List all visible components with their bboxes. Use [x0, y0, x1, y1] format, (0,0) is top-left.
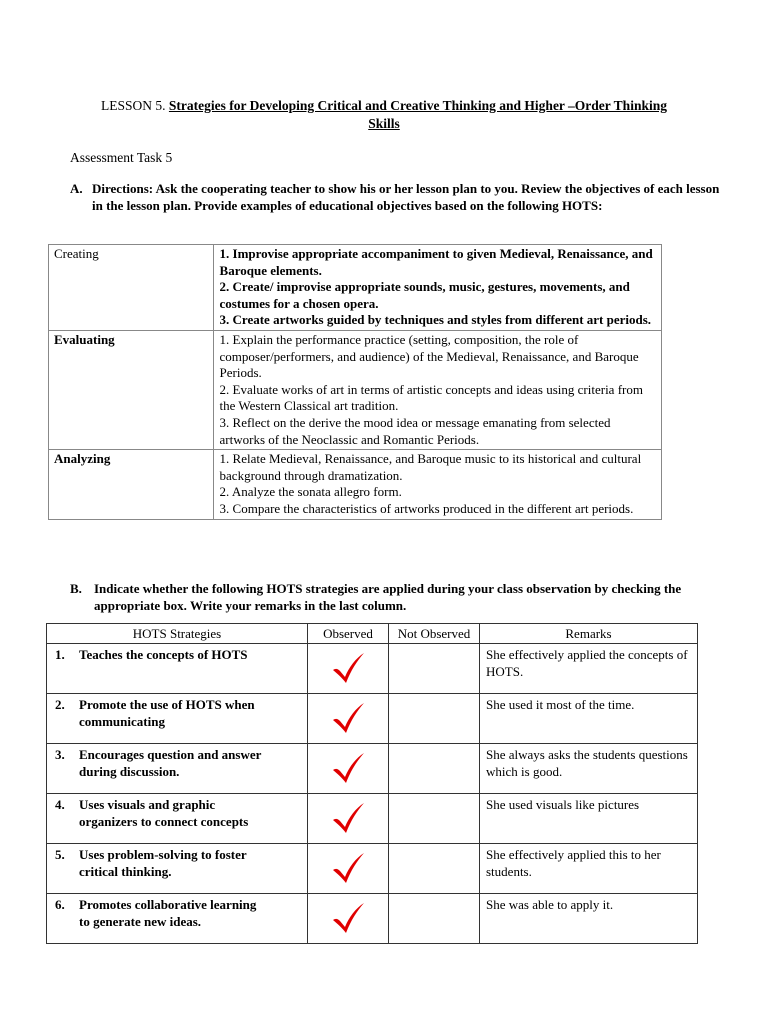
hots-objectives — [213, 330, 661, 449]
strategy-number: 4. — [55, 797, 65, 812]
not-observed-cell[interactable] — [389, 844, 480, 894]
strategy-cell — [47, 644, 308, 694]
strategy-text-continued: organizers to connect concepts — [79, 814, 249, 829]
checkmark-icon — [330, 751, 366, 785]
strategy-row — [47, 744, 698, 794]
hots-objectives — [213, 245, 661, 331]
lesson-title-line2: Skills — [368, 116, 400, 131]
hots-level: Creating — [49, 245, 214, 331]
strategy-text-continued: to generate new ideas. — [79, 914, 202, 929]
observed-cell[interactable] — [308, 894, 389, 944]
not-observed-cell[interactable] — [389, 894, 480, 944]
strategy-text: Teaches the concepts of HOTS — [79, 647, 248, 662]
strategy-cell — [47, 794, 308, 844]
objective-item: 3. Reflect on the derive the mood idea or message emanating from selected artworks of the Neoclassic and Romantic Periods. — [219, 414, 611, 447]
not-observed-cell[interactable] — [389, 694, 480, 744]
strategy-cell — [47, 894, 308, 944]
strategy-text: Uses problem-solving to foster — [79, 847, 247, 862]
checkmark-icon — [330, 701, 366, 735]
objective-item: 1. Explain the performance practice (setting, composition, the role of composer/performers, and audience) of the Medieval, Renaissance, and Baroque Periods. — [219, 331, 639, 381]
strategy-number: 1. — [55, 647, 65, 662]
hots-row — [49, 330, 662, 449]
hots-strategies-table — [46, 623, 698, 944]
header-not-observed: Not Observed — [389, 624, 480, 644]
hots-level: Analyzing — [49, 450, 214, 519]
observed-cell[interactable] — [308, 794, 389, 844]
not-observed-cell[interactable] — [389, 644, 480, 694]
observed-cell[interactable] — [308, 744, 389, 794]
hots-level: Evaluating — [49, 330, 214, 449]
strategy-text-continued: critical thinking. — [79, 864, 172, 879]
strategy-number: 3. — [55, 747, 65, 762]
hots-row — [49, 450, 662, 519]
remarks-cell: She used visuals like pictures — [480, 794, 698, 844]
strategy-row — [47, 644, 698, 694]
hots-row — [49, 245, 662, 331]
objective-item: 3. Compare the characteristics of artworks produced in the different art periods. — [219, 500, 634, 516]
strategy-row — [47, 894, 698, 944]
header-remarks: Remarks — [480, 624, 698, 644]
strategy-text: Promote the use of HOTS when — [79, 697, 255, 712]
strategy-text: Promotes collaborative learning — [79, 897, 257, 912]
remarks-cell: She effectively applied the concepts of HOTS. — [480, 644, 698, 694]
observed-cell[interactable] — [308, 694, 389, 744]
checkmark-icon — [330, 851, 366, 885]
remarks-cell: She always asks the students questions which is good. — [480, 744, 698, 794]
section-b-label: B. — [70, 581, 82, 596]
lesson-prefix: LESSON 5. — [101, 98, 169, 113]
objective-item: 1. Relate Medieval, Renaissance, and Baroque music to its historical and cultural background through dramatization. — [219, 451, 642, 483]
checkmark-icon — [330, 901, 366, 935]
strategy-number: 2. — [55, 697, 65, 712]
strategy-cell — [47, 744, 308, 794]
strategy-text-continued: during discussion. — [79, 764, 180, 779]
section-a-directions — [70, 180, 720, 214]
lesson-title-line1: Strategies for Developing Critical and Creative Thinking and Higher –Order Thinking — [168, 98, 667, 113]
observed-cell[interactable] — [308, 844, 389, 894]
section-b-text: Indicate whether the following HOTS strategies are applied during your class observation by checking the appropriate box. Write your remarks in the last column. — [94, 581, 682, 613]
strategy-text-continued: communicating — [79, 714, 165, 729]
strategy-cell — [47, 694, 308, 744]
objective-item: 1. Improvise appropriate accompaniment to given Medieval, Renaissance, and Baroque elements. — [219, 246, 653, 278]
lesson-title — [40, 97, 728, 133]
observed-cell[interactable] — [308, 644, 389, 694]
remarks-cell: She effectively applied this to her students. — [480, 844, 698, 894]
section-b-directions — [70, 580, 720, 614]
assessment-task-heading: Assessment Task 5 — [70, 150, 173, 165]
strategy-text: Uses visuals and graphic — [79, 797, 216, 812]
strategy-number: 5. — [55, 847, 65, 862]
objective-item: 2. Evaluate works of art in terms of artistic concepts and ideas using criteria from the Western Classical art tradition. — [219, 381, 643, 414]
strategy-row — [47, 844, 698, 894]
hots-objectives — [213, 450, 661, 519]
section-a-text: Directions: Ask the cooperating teacher to show his or her lesson plan to you. Review the objectives of each lesson in the lesson plan. Provide examples of educational objectives based on the following HOTS: — [92, 181, 720, 213]
strategy-row — [47, 794, 698, 844]
objective-item: 2. Create/ improvise appropriate sounds, music, gestures, movements, and costumes for a chosen opera. — [219, 279, 630, 311]
objective-item: 2. Analyze the sonata allegro form. — [219, 484, 402, 500]
remarks-cell: She was able to apply it. — [480, 894, 698, 944]
hots-objectives-table — [48, 244, 662, 520]
not-observed-cell[interactable] — [389, 794, 480, 844]
remarks-cell: She used it most of the time. — [480, 694, 698, 744]
objective-item: 3. Create artworks guided by techniques and styles from different art periods. — [219, 312, 652, 328]
section-a-label: A. — [70, 181, 83, 196]
strategy-cell — [47, 844, 308, 894]
header-strategies: HOTS Strategies — [47, 624, 308, 644]
not-observed-cell[interactable] — [389, 744, 480, 794]
strategy-text: Encourages question and answer — [79, 747, 262, 762]
header-observed: Observed — [308, 624, 389, 644]
checkmark-icon — [330, 801, 366, 835]
strategy-row — [47, 694, 698, 744]
checkmark-icon — [330, 651, 366, 685]
strategy-number: 6. — [55, 897, 65, 912]
